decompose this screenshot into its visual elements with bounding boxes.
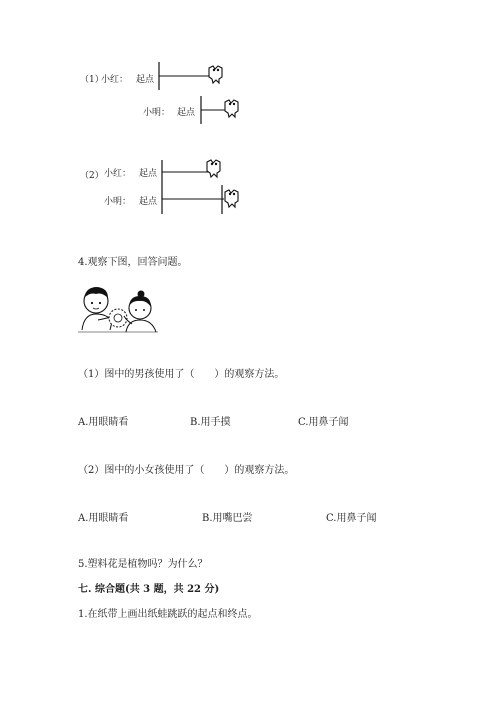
- part2-row2-start: 起点: [139, 197, 158, 207]
- frog-icon: [207, 160, 220, 177]
- q4-sub2-option-a: A.用眼睛看: [78, 513, 129, 524]
- q4-sub1-option-b: B.用手摸: [190, 417, 231, 428]
- q4-sub1-option-a: A.用眼睛看: [78, 417, 129, 428]
- q4-sub1-question: （1）图中的男孩使用了（ ）的观察方法。: [78, 369, 285, 380]
- q5-title: 5.塑料花是植物吗？为什么？: [78, 559, 208, 570]
- frog-icon: [209, 66, 222, 83]
- part1-row2-name: 小明：: [143, 108, 171, 118]
- q4-title: 4.观察下图，回答问题。: [78, 257, 188, 268]
- part1-row2-start: 起点: [177, 108, 196, 118]
- part2-row2-name: 小明：: [104, 197, 132, 207]
- children-illustration: [78, 287, 158, 332]
- part1-row1-start: 起点: [136, 75, 155, 85]
- q4-sub2-option-b: B.用嘴巴尝: [202, 513, 253, 524]
- part2-label: （2）: [80, 171, 104, 181]
- part2-row1-start: 起点: [139, 169, 158, 179]
- frog-icon: [225, 190, 238, 207]
- q4-sub2-question: （2）图中的小女孩使用了（ ）的观察方法。: [78, 465, 295, 476]
- q7-1-title: 1.在纸带上画出纸蛙跳跃的起点和终点。: [78, 609, 258, 620]
- part1-row1-name: 小红：: [101, 75, 129, 85]
- part1-label: （1）: [80, 75, 104, 85]
- q4-sub2-option-c: C.用鼻子闻: [326, 513, 377, 524]
- part2-row1-name: 小红：: [104, 169, 132, 179]
- q4-sub1-option-c: C.用鼻子闻: [298, 417, 349, 428]
- section7-heading: 七. 综合题(共 3 题，共 22 分): [78, 584, 220, 595]
- frog-icon: [225, 100, 238, 117]
